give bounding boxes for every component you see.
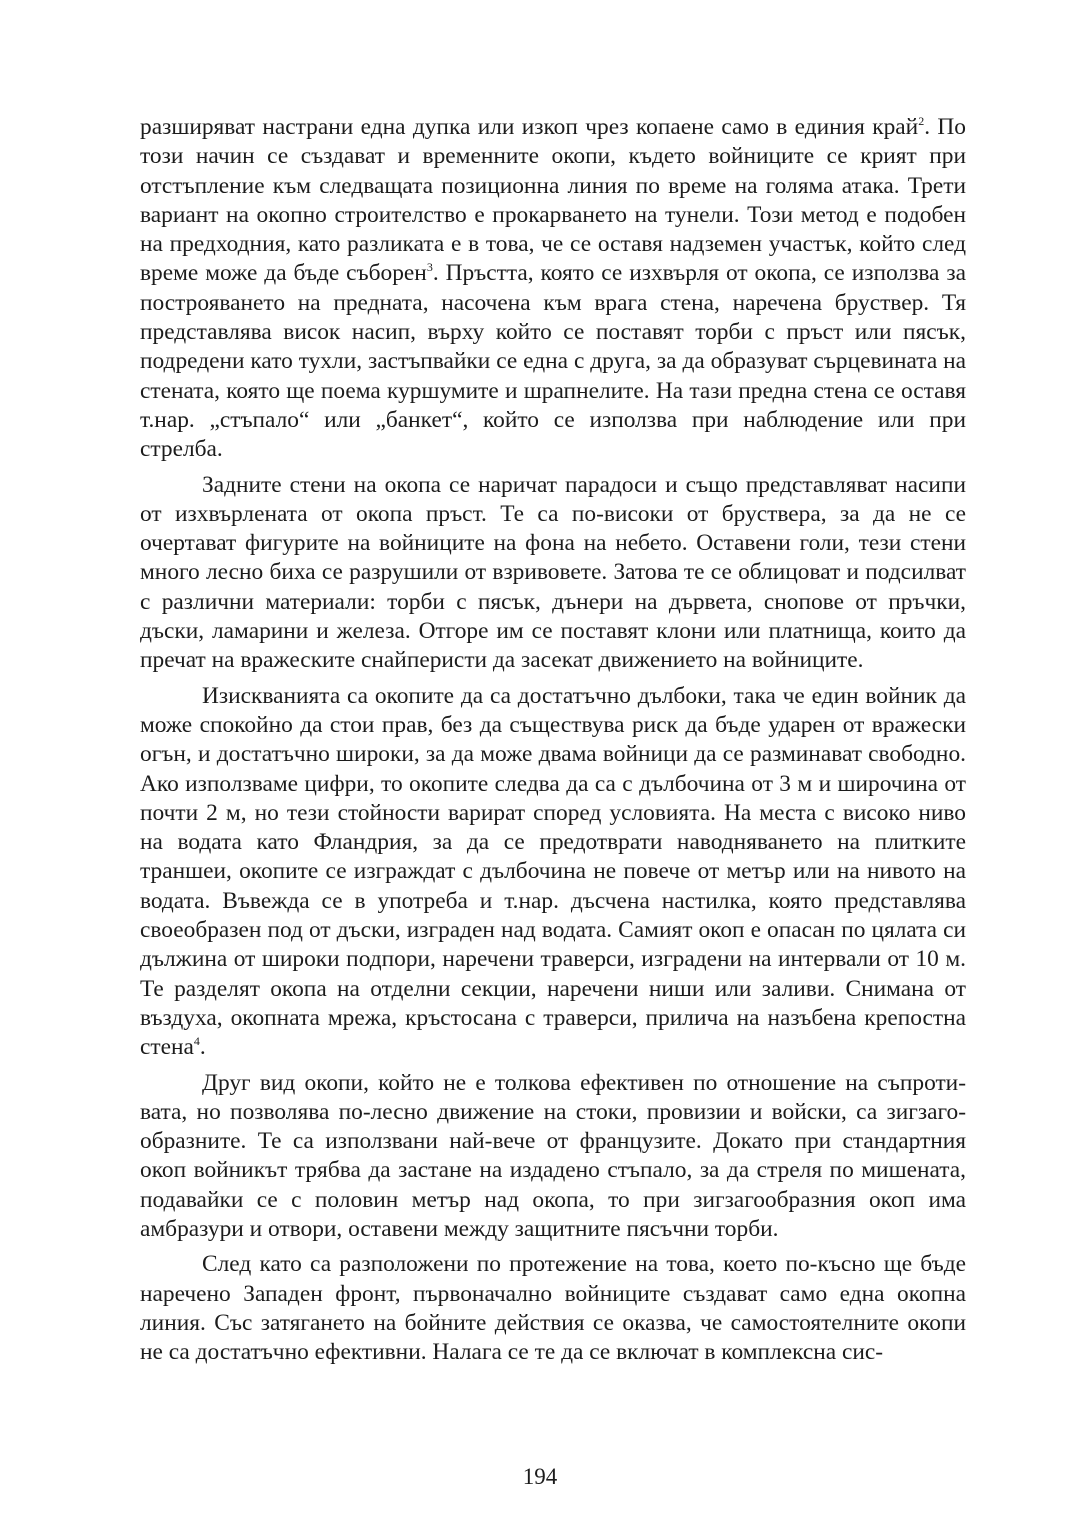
footnote-ref-4[interactable]: 4 xyxy=(193,1034,200,1049)
paragraph-4 xyxy=(140,1069,966,1245)
paragraph-3-text-1: Изискванията са окопите да са достатъчно дълбоки, така че един войник да може спокойно да стои прав, без да съществува риск да бъде ударен от вражески огън, и достатъчно широки, за да може двама войници да се разминават свободно. Ако използваме цифри, то окопите следва да са с дълбочина от 3 м и широчина от почти 2 м, но тези стойности варират според условията. На места с високо ниво на водата като Фландрия, за да се предотврати наводняването на плитките траншеи, окопите се изграждат с дълбочина не повече от метър или на нивото на водата. Въвежда се в употреба и т.нар. дъсчена настилка, която представлява своеобразен под от дъски, изграден над водата. Самият окоп е опасан по цялата си дължина от широки подпори, наречени траверси, изградени на интервали от 10 м. Те разделят окопа на отделни секции, наречени ниши или заливи. Снимана от въздуха, окопната мрежа, кръстосана с траверси, прилича на назъбена крепостна стена xyxy=(140,682,966,1061)
paragraph-1-text-2: . По този начин се създават и временните окопи, където войниците се крият при отстъпление към следващата позиционна линия по време на голяма атака. Трети вариант на окопно строителство е прокарването на тунели. Този метод е подобен на предходния, като разликата е в това, че се оставя надземен участък, който след време може да бъде съборен xyxy=(140,114,966,287)
paragraph-3 xyxy=(140,682,966,1063)
paragraph-5-text: След като са разположени по протежение на това, което по-късно ще бъде наречено Западен фронт, първоначално войниците създават само една окопна линия. Със затягането на бойните действия се оказва, че самостоятелните окопи не са достатъчно ефективни. Налага се те да се включат в комплексна сис- xyxy=(140,1251,966,1366)
paragraph-1 xyxy=(140,113,966,465)
paragraph-2 xyxy=(140,471,966,676)
paragraph-5 xyxy=(140,1250,966,1367)
paragraph-1-text-1: разширяват настрани една дупка или изкоп чрез копаене само в единия край xyxy=(140,114,919,140)
paragraph-3-text-2: . xyxy=(199,1034,206,1061)
footnote-ref-2[interactable]: 2 xyxy=(918,114,925,128)
paragraph-4-text: Друг вид окопи, който не е толкова ефективен по отношение на съпротивата, но позволява по-лесно движение на стоки, провизии и войски, са зигзагообразните. Те са използвани най-вече от французите. Докато при стандартния окоп войникът трябва да застане на издадено стъпало, за да стреля по мишената, подавайки се с половин метър над окопа, то при зигзагообразния окоп има амбразури и отвори, оставени между защитните пясъчни торби. xyxy=(140,1069,966,1242)
page-body xyxy=(140,113,966,1373)
footnote-ref-3[interactable]: 3 xyxy=(426,260,433,275)
page-number: 194 xyxy=(522,1464,558,1489)
paragraph-1-text-3: . Пръстта, която се изхвърля от окопа, се използва за построяването на предната, насочена към врага стена, наречена бруствер. Тя представлява висок насип, върху който се поставят торби с пръст или пясък, подредени като тухли, застъпвайки се една с друга, за да образуват сърцевината на стената, която ще поема куршумите и шрапнелите. На тази предна стена се оставя т.нар. „стъпало“ или „банкет“, който се използва при наблюдение или при стрелба. xyxy=(140,260,966,463)
paragraph-2-text: Задните стени на окопа се наричат парадоси и също представляват насипи от изхвърлената от окопа пръст. Те са по-високи от бруствера, за да не се очертават фигурите на войниците на фона на небето. Оставени голи, тези стени много лесно биха се разрушили от взривовете. Затова те се облицоват и подсилват с различни материали: торби с пясък, дънери на дървета, снопове от пръчки, дъски, ламарини и железа. Отгоре им се поставят клони или платнища, които да пречат на вражеските снайперисти да засекат движението на войниците. xyxy=(140,471,966,674)
